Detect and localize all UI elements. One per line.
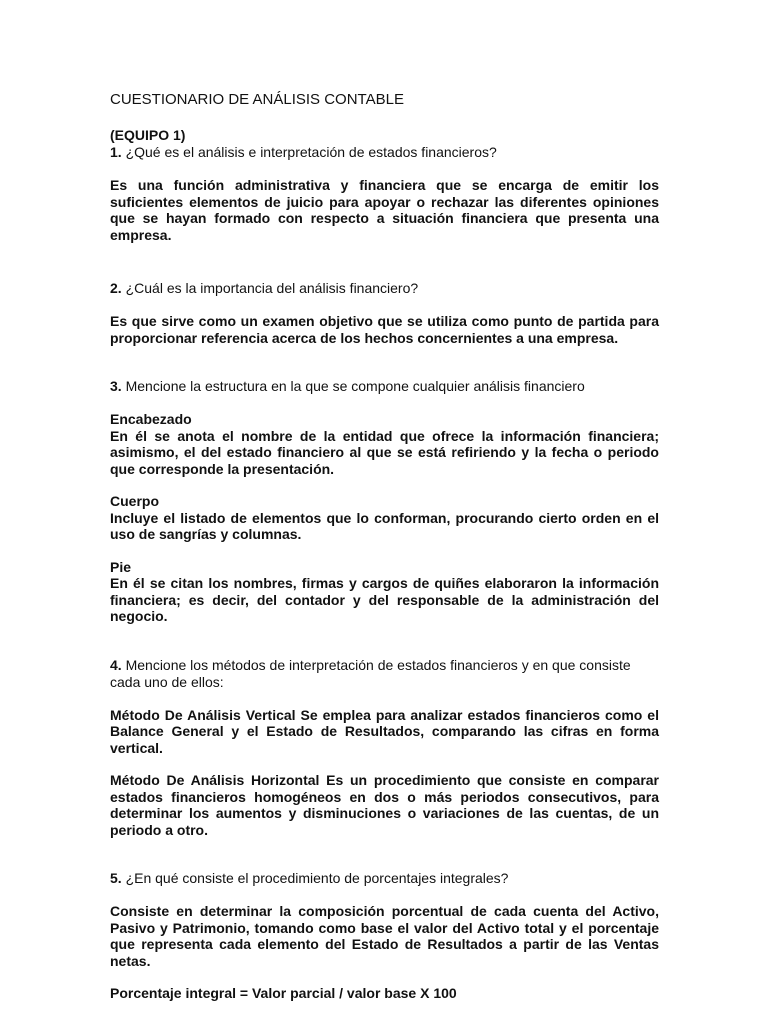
answer-1: Es una función administrativa y financiera que se encarga de emitir los suficientes elementos de juicio para apoyar o rechazar las diferentes opiniones que se hayan formado con respecto a situación financiera que presenta una empresa. [110,177,659,243]
section-body-cuerpo: Incluye el listado de elementos que lo conforman, procurando cierto orden en el uso de sangrías y columnas. [110,509,659,542]
question-1 [110,144,659,161]
question-5 [110,870,659,887]
question-text: ¿Cuál es la importancia del análisis financiero? [125,280,419,296]
formula: Porcentaje integral = Valor parcial / valor base X 100 [110,985,457,1001]
question-number: 3. [110,378,122,394]
answer-5: Consiste en determinar la composición porcentual de cada cuenta del Activo, Pasivo y Patrimonio, tomando como base el valor del Activo total y el porcentaje que representa cada elemento del Estado de Resultados a partir de las Ventas netas. [110,903,659,969]
section-heading-encabezado: Encabezado [110,411,192,427]
question-2 [110,280,659,297]
document-title: CUESTIONARIO DE ANÁLISIS CONTABLE [110,91,404,108]
question-number: 4. [110,656,122,673]
section-body-pie: En él se citan los nombres, firmas y cargos de quiñes elaboraron la información financiera; es decir, del contador y del responsable de la administración del negocio. [110,575,659,624]
section-heading-pie: Pie [110,558,132,575]
question-text: ¿Qué es el análisis e interpretación de estados financieros? [125,144,497,160]
answer-2: Es que sirve como un examen objetivo que se utiliza como punto de partida para proporcionar referencia acerca de los hechos concernientes a una empresa. [110,313,659,346]
question-text: Mencione la estructura en la que se compone cualquier análisis financiero [125,378,585,394]
section-body-encabezado: En él se anota el nombre de la entidad que ofrece la información financiera; asimismo, el del estado financiero al que se está refiriendo y la fecha o periodo que corresponde la presentación. [110,427,659,477]
question-text: Mencione los métodos de interpretación de estados financieros y en que consiste cada uno de ellos: [110,656,631,690]
team-label: (EQUIPO 1) [110,127,186,143]
question-number: 1. [110,144,122,160]
question-4 [110,657,659,691]
section-heading-cuerpo: Cuerpo [110,493,159,509]
answer-4-horizontal: Método De Análisis Horizontal Es un procedimiento que consiste en comparar estados financieros homogéneos en dos o más periodos consecutivos, para determinar los aumentos y disminuciones o variaciones de las cuentas, de un periodo a otro. [110,772,659,838]
document-page [110,90,659,1002]
answer-4-vertical: Método De Análisis Vertical Se emplea para analizar estados financieros como el Balance General y el Estado de Resultados, comparando las cifras en forma vertical. [110,706,659,756]
question-number: 2. [110,280,122,296]
question-text: ¿En qué consiste el procedimiento de porcentajes integrales? [125,870,509,886]
question-number: 5. [110,870,122,886]
question-3 [110,378,659,395]
